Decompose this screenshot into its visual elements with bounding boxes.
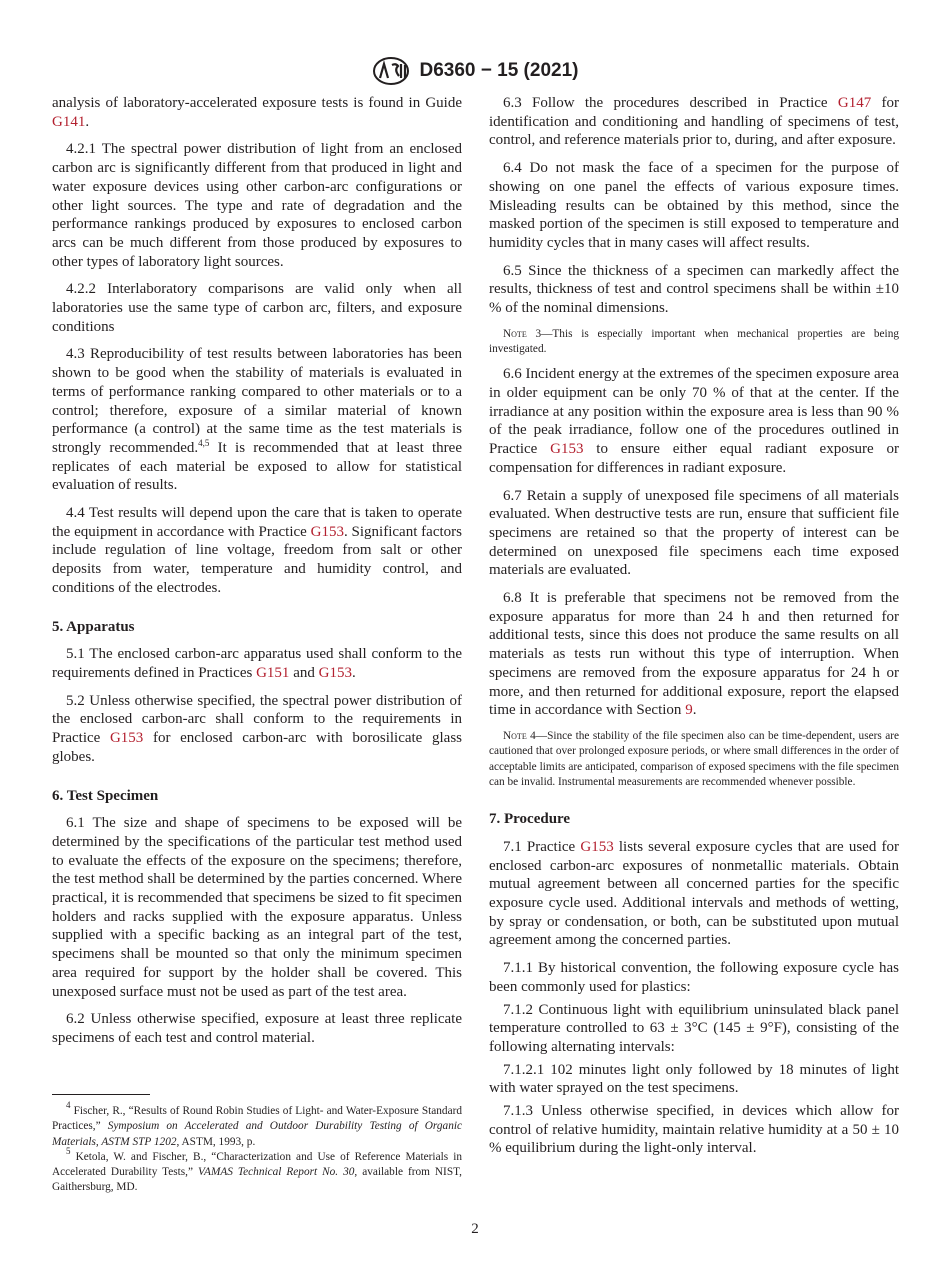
text-run: 7.1.1 By historical convention, the following exposure cycle has been commonly used for plastics:: [489, 960, 899, 995]
reference-link[interactable]: G153: [310, 523, 344, 540]
footnote-ref: 4,5: [198, 437, 210, 448]
text-run: 3—This is especially important when mechanical properties are being investigated.: [489, 327, 899, 356]
reference-link[interactable]: G153: [109, 730, 144, 747]
text-run: 6.5 Since the thickness of a specimen can markedly affect the results, thickness of test and control specimens shall be within ±10 % of the nominal dimensions.: [489, 262, 899, 317]
paragraph: [489, 159, 899, 253]
text-run: 4—Since the stability of the file specimen also can be time-dependent, users are cautioned that over prolonged exposure periods, or where small differences in the order of acceptable limits are anticipated, comparison of exposed specimens with the file specimen can be invalid. Instrumental measurements are recommended whenever possible.: [489, 729, 899, 788]
text-run: It is recommended that at least three replicates of each material be exposed to allow for statistical evaluation of results.: [52, 439, 462, 494]
paragraph: [52, 280, 462, 336]
text-run: .: [351, 664, 356, 681]
astm-logo-icon: [372, 56, 410, 86]
text-run: , available from NIST, Gaithersburg, MD.: [52, 1166, 462, 1194]
text-run: 6.7 Retain a supply of unexposed file specimens of all materials evaluated. When destructive tests are run, ensure that sufficient file specimens are retained so that the property of interest can be determined on unexposed file specimens each time exposed materials are evaluated.: [489, 487, 899, 579]
section-heading: [489, 810, 899, 829]
reference-link[interactable]: G141: [52, 113, 86, 130]
paragraph: [52, 1010, 462, 1047]
text-run: .: [85, 113, 90, 130]
text-run: 6.3 Follow the procedures described in Practice: [503, 95, 838, 111]
text-run: 6.2 Unless otherwise specified, exposure at least three replicate specimens of each test and control material.: [52, 1011, 462, 1046]
footnotes: [52, 1100, 463, 1196]
text-run: 5. Apparatus: [52, 618, 135, 635]
text-run: 7.1 Practice: [503, 838, 581, 855]
text-run: 7.1.3 Unless otherwise specified, in devices which allow for control of relative humidity, maintain relative humidity at a 50 ± 10 % equilibrium during the light-only interval.: [489, 1103, 899, 1157]
reference-link[interactable]: G153: [580, 838, 614, 855]
text-run: 5.1 The enclosed carbon-arc apparatus used shall conform to the requirements defined in Practices: [52, 646, 462, 681]
text-run: 5.2 Unless otherwise specified, the spectral power distribution of the enclosed carbon-arc shall conform to the requirements in Practice: [52, 692, 462, 747]
footnote-divider: [52, 1094, 150, 1095]
right-column: [489, 94, 899, 1162]
paragraph: [52, 814, 462, 1001]
paragraph: [489, 487, 899, 581]
document-designation: D6360 − 15 (2021): [419, 60, 579, 81]
text-run: . Significant factors include regulation of line voltage, freedom from salt or other deposits from water, temperature and humidity control, and conditions of the electrodes.: [52, 523, 462, 596]
text-run: 6.1 The size and shape of specimens to be exposed will be determined by the specifications of the particular test method used to evaluate the effects of the exposure on the specimens; therefore, the test method shall be determined by the parties concerned. Where practical, it is recommended that specimens be sized to fit specimen holders and racks supplied with the exposure apparatus. Unless supplied with a specific backing as an integral part of the test, specimens shall be mounted so that only the minimum specimen area required for support by the holder shall be covered. This unexposed surface must not be used as part of the test area.: [52, 815, 462, 1000]
text-run: 4.2.1 The spectral power distribution of light from an enclosed carbon arc is significantly different from that produced in light and water exposure devices using other carbon-arc configurations or other light sources. The type and rate of degradation and the performance rankings produced by exposures to enclosed carbon arcs can be much different from those produced by exposures to other types of laboratory light sources.: [52, 141, 462, 270]
note-paragraph: [489, 327, 899, 358]
text-run: for identification and conditioning and handling of specimens of test, control, and reference materials prior to, during, and after exposure.: [489, 95, 899, 149]
text-run: 6.6 Incident energy at the extremes of the specimen exposure area in older equipment can be only 70 % of that at the center. If the irradiance at any position within the exposure area is less than 90 % of the peak irradiance, follow one of the procedures outlined in Practice: [489, 366, 899, 458]
paragraph: [489, 365, 899, 477]
footnote-ref: 5: [66, 1145, 71, 1156]
reference-link[interactable]: G153: [318, 664, 352, 681]
paragraph: [489, 589, 899, 720]
page-number: 2: [471, 1221, 479, 1237]
paragraph: [489, 1001, 899, 1057]
text-run: and: [289, 664, 319, 681]
text-run: , ASTM, 1993, p.: [176, 1135, 256, 1148]
paragraph: [489, 94, 899, 150]
note-label: Note: [503, 327, 527, 340]
reference-link[interactable]: G151: [256, 664, 290, 681]
text-run: 4.4 Test results will depend upon the care that is taken to operate the equipment in accordance with Practice: [52, 505, 462, 540]
text-run: 4.2.2 Interlaboratory comparisons are valid only when all laboratories use the same type of carbon arc, filters, and exposure conditions: [52, 281, 462, 335]
note-paragraph: [489, 729, 899, 790]
paragraph: [52, 692, 462, 767]
text-run: 4.3 Reproducibility of test results between laboratories has been shown to be good when the stability of materials is evaluated in terms of performance ranking compared to other materials or to a control; therefore, exposure of a similar material of known performance (a control) at the same time as the test materials is strongly recommended.: [52, 346, 462, 456]
paragraph: [489, 1102, 899, 1158]
paragraph: [52, 645, 462, 682]
text-run: 7.1.2 Continuous light with equilibrium uninsulated black panel temperature controlled to 63 ± 3°C (145 ± 9°F), consisting of the following alternating intervals:: [489, 1001, 899, 1055]
section-heading: [52, 618, 462, 637]
paragraph: [489, 1061, 899, 1098]
reference-link[interactable]: G147: [837, 95, 872, 111]
text-run: .: [692, 702, 697, 719]
text-run: to ensure either equal radiant exposure or compensation for differences in radiant exposure.: [489, 441, 899, 476]
text-run: analysis of laboratory-accelerated exposure tests is found in Guide: [52, 95, 462, 111]
italic-text: VAMAS Technical Report No. 30: [198, 1166, 355, 1179]
paragraph: [52, 504, 462, 598]
text-run: Ketola, W. and Fischer, B., “Characterization and Use of Reference Materials in Accelerated Durability Tests,”: [52, 1150, 462, 1179]
paragraph: [489, 959, 899, 996]
reference-link[interactable]: 9: [685, 702, 693, 719]
note-label: Note: [503, 729, 527, 742]
paragraph: [489, 262, 899, 318]
italic-text: Symposium on Accelerated and Outdoor Durability Testing of Organic Materials, ASTM STP 1202: [52, 1120, 463, 1148]
text-run: Fischer, R., “Results of Round Robin Studies of Light- and Water-Exposure Standard Practices,”: [52, 1105, 462, 1133]
paragraph: [52, 345, 462, 495]
footnote-ref: 4: [66, 1100, 71, 1110]
text-run: 6.8 It is preferable that specimens not be removed from the exposure apparatus for more than 24 h and then returned for additional tests, since this does not produce the same results on all materials as tests run without this type of interruption. When specimens are removed from the exposure apparatus for 24 h or more, and then returned for additional exposure, report the elapsed time in accordance with Section: [489, 590, 899, 719]
section-heading: [52, 787, 462, 806]
text-run: for enclosed carbon-arc with borosilicate glass globes.: [52, 730, 462, 765]
text-run: 7. Procedure: [489, 811, 571, 828]
reference-link[interactable]: G153: [550, 441, 584, 458]
page-header: [0, 56, 950, 86]
paragraph: [489, 838, 899, 950]
paragraph: [52, 140, 462, 271]
left-column: [52, 94, 462, 1057]
text-run: 6. Test Specimen: [52, 787, 159, 804]
text-run: 6.4 Do not mask the face of a specimen for the purpose of showing on one panel the effects of various exposure times. Misleading results can be obtained by this method, since the masked portion of the specimen is still exposed to temperature and humidity cycles that in many cases will affect results.: [489, 160, 899, 251]
footnote: [52, 1100, 463, 1150]
footnote: [52, 1145, 462, 1196]
paragraph: [52, 94, 462, 131]
text-run: 7.1.2.1 102 minutes light only followed by 18 minutes of light with water sprayed on the test specimens.: [489, 1061, 899, 1097]
text-run: lists several exposure cycles that are used for enclosed carbon-arc exposures of nonmetallic materials. Obtain mutual agreement between all concerned parties for the specific exposure cycle used. Additional intervals and methods of wetting, by spray or condensation, or both, can be substituted upon mutual agreement among the concerned parties.: [489, 838, 899, 949]
